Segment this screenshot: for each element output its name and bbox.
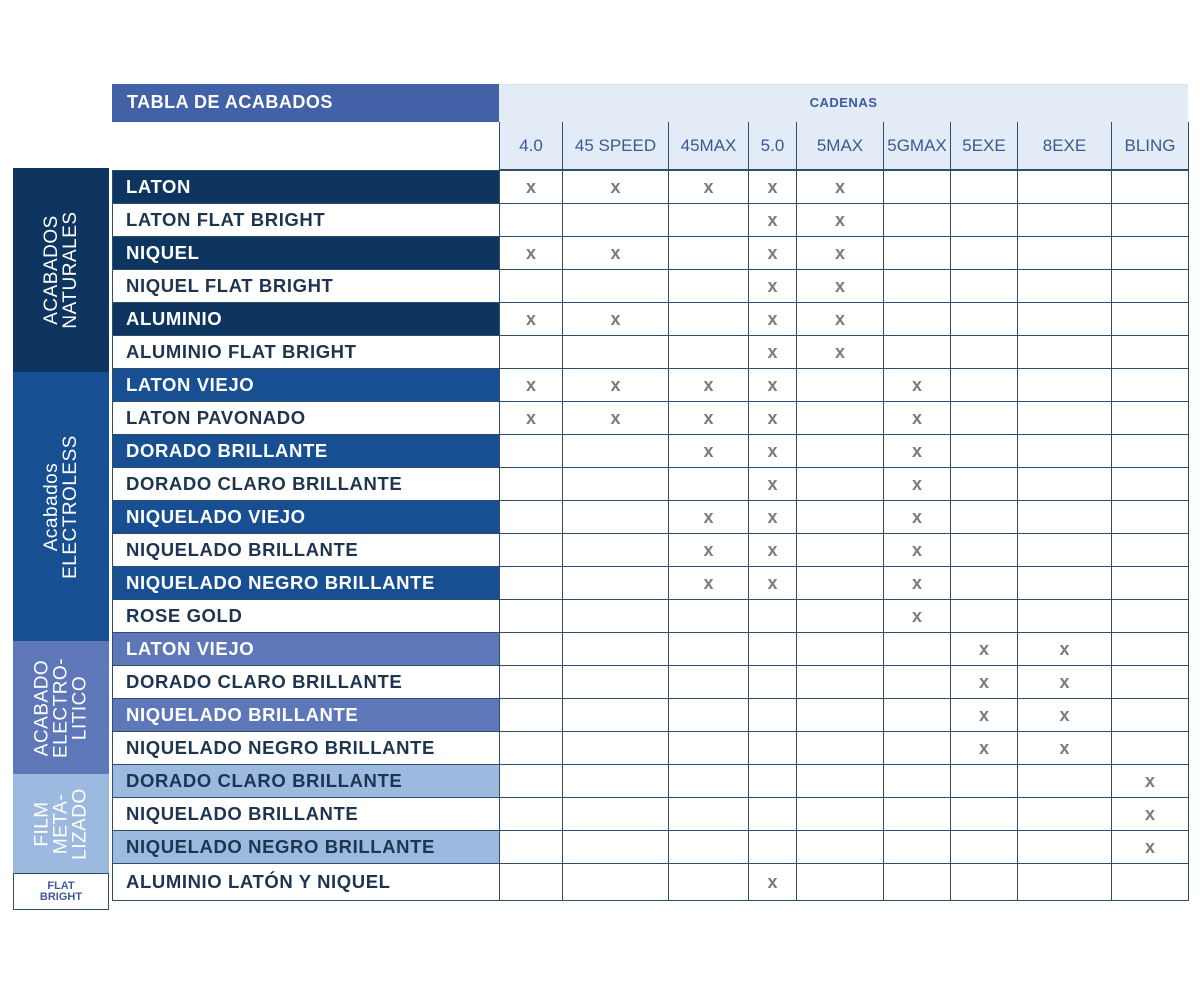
empty-cell (951, 204, 1018, 237)
empty-cell (500, 666, 563, 699)
finish-label: ALUMINIO LATÓN Y NIQUEL (113, 864, 500, 901)
table-row (113, 732, 500, 765)
empty-cell (669, 600, 749, 633)
empty-cell (500, 270, 563, 303)
empty-cell (1112, 369, 1189, 402)
table-row (500, 402, 1189, 435)
table-row (500, 831, 1189, 864)
empty-cell (669, 699, 749, 732)
availability-mark: x (951, 732, 1018, 765)
empty-cell (1018, 534, 1112, 567)
table-row (113, 864, 500, 901)
table-row (500, 435, 1189, 468)
availability-mark: x (749, 435, 797, 468)
empty-cell (500, 204, 563, 237)
empty-cell (563, 633, 669, 666)
availability-mark: x (884, 402, 951, 435)
empty-cell (1112, 864, 1189, 901)
finish-label: ROSE GOLD (113, 600, 500, 633)
empty-cell (500, 732, 563, 765)
group-label: Acabados ELECTROLESS (41, 434, 81, 579)
empty-cell (500, 633, 563, 666)
availability-mark: x (797, 204, 884, 237)
availability-mark: x (1112, 798, 1189, 831)
empty-cell (951, 468, 1018, 501)
finish-label: DORADO CLARO BRILLANTE (113, 765, 500, 798)
empty-cell (951, 303, 1018, 336)
table-row (500, 567, 1189, 600)
availability-mark: x (669, 567, 749, 600)
empty-cell (669, 204, 749, 237)
empty-cell (797, 864, 884, 901)
column-header: 5.0 (749, 122, 797, 170)
availability-mark: x (884, 534, 951, 567)
availability-mark: x (1112, 831, 1189, 864)
table-row (113, 171, 500, 204)
table-row (500, 501, 1189, 534)
table-row (500, 237, 1189, 270)
empty-cell (1018, 567, 1112, 600)
empty-cell (1018, 170, 1112, 204)
empty-cell (884, 732, 951, 765)
finish-label: ALUMINIO (113, 303, 500, 336)
empty-cell (951, 402, 1018, 435)
table-row (113, 501, 500, 534)
empty-cell (669, 303, 749, 336)
empty-cell (500, 699, 563, 732)
availability-mark: x (1112, 765, 1189, 798)
finish-label: NIQUELADO NEGRO BRILLANTE (113, 732, 500, 765)
empty-cell (1018, 204, 1112, 237)
availability-mark: x (749, 402, 797, 435)
column-header: 45 SPEED (563, 122, 669, 170)
empty-cell (1018, 600, 1112, 633)
empty-cell (669, 864, 749, 901)
availability-mark: x (563, 303, 669, 336)
availability-mark: x (749, 336, 797, 369)
empty-cell (951, 270, 1018, 303)
empty-cell (797, 765, 884, 798)
empty-cell (951, 369, 1018, 402)
empty-cell (563, 468, 669, 501)
finish-label: NIQUELADO BRILLANTE (113, 534, 500, 567)
column-header: 5MAX (797, 122, 884, 170)
finish-label: NIQUELADO NEGRO BRILLANTE (113, 567, 500, 600)
table-row (113, 666, 500, 699)
empty-cell (669, 798, 749, 831)
availability-mark: x (500, 237, 563, 270)
column-header: 4.0 (500, 122, 563, 170)
availability-mark: x (951, 666, 1018, 699)
empty-cell (1018, 402, 1112, 435)
availability-mark: x (1018, 666, 1112, 699)
empty-cell (563, 600, 669, 633)
availability-mark: x (669, 501, 749, 534)
table-row (500, 336, 1189, 369)
availability-mark: x (500, 303, 563, 336)
availability-mark: x (563, 402, 669, 435)
finish-label: NIQUELADO BRILLANTE (113, 699, 500, 732)
column-header: BLING (1112, 122, 1189, 170)
table-row (113, 204, 500, 237)
empty-cell (749, 600, 797, 633)
table-row (113, 633, 500, 666)
empty-cell (669, 270, 749, 303)
availability-mark: x (797, 270, 884, 303)
empty-cell (563, 534, 669, 567)
finish-chain-grid (499, 122, 1189, 901)
table-row (113, 765, 500, 798)
empty-cell (797, 666, 884, 699)
availability-mark: x (884, 501, 951, 534)
empty-cell (1112, 501, 1189, 534)
empty-cell (563, 336, 669, 369)
empty-cell (669, 732, 749, 765)
empty-cell (563, 864, 669, 901)
empty-cell (563, 765, 669, 798)
table-row (113, 468, 500, 501)
availability-mark: x (749, 270, 797, 303)
empty-cell (797, 633, 884, 666)
availability-mark: x (884, 435, 951, 468)
availability-mark: x (749, 170, 797, 204)
empty-cell (500, 600, 563, 633)
empty-cell (1018, 501, 1112, 534)
availability-mark: x (884, 468, 951, 501)
group-label: FILM META- LIZADO (31, 787, 91, 860)
empty-cell (500, 468, 563, 501)
availability-mark: x (1018, 699, 1112, 732)
table-row (500, 765, 1189, 798)
empty-cell (884, 798, 951, 831)
availability-mark: x (669, 402, 749, 435)
table-row (500, 666, 1189, 699)
table-row (500, 633, 1189, 666)
empty-cell (1018, 798, 1112, 831)
empty-cell (1112, 534, 1189, 567)
empty-cell (749, 765, 797, 798)
empty-cell (749, 666, 797, 699)
empty-cell (669, 666, 749, 699)
availability-mark: x (749, 237, 797, 270)
empty-cell (1112, 600, 1189, 633)
availability-mark: x (1018, 732, 1112, 765)
empty-cell (669, 336, 749, 369)
group-label: FLAT BRIGHT (39, 879, 83, 903)
empty-cell (1112, 633, 1189, 666)
table-row (113, 237, 500, 270)
empty-cell (951, 435, 1018, 468)
table-row (113, 435, 500, 468)
table-row (500, 798, 1189, 831)
availability-mark: x (749, 468, 797, 501)
table-row (113, 567, 500, 600)
empty-cell (951, 864, 1018, 901)
finish-label: DORADO CLARO BRILLANTE (113, 468, 500, 501)
column-header: 5EXE (951, 122, 1018, 170)
column-header: 8EXE (1018, 122, 1112, 170)
group-acabados-electroless (13, 372, 109, 641)
group-label: ACABADO ELECTRO- LITICO (31, 657, 91, 758)
table-row (500, 864, 1189, 901)
empty-cell (1112, 567, 1189, 600)
group-flat-bright (13, 873, 109, 910)
table-row (500, 600, 1189, 633)
availability-mark: x (749, 303, 797, 336)
empty-cell (1018, 336, 1112, 369)
table-title: TABLA DE ACABADOS (112, 84, 499, 122)
table-row (500, 170, 1189, 204)
finish-label: LATON (113, 171, 500, 204)
empty-cell (884, 336, 951, 369)
empty-cell (500, 831, 563, 864)
finish-label: NIQUEL FLAT BRIGHT (113, 270, 500, 303)
empty-cell (563, 831, 669, 864)
empty-cell (951, 534, 1018, 567)
empty-cell (669, 831, 749, 864)
empty-cell (1018, 831, 1112, 864)
availability-mark: x (884, 567, 951, 600)
empty-cell (563, 798, 669, 831)
empty-cell (563, 270, 669, 303)
empty-cell (884, 864, 951, 901)
finish-label: ALUMINIO FLAT BRIGHT (113, 336, 500, 369)
empty-cell (884, 666, 951, 699)
empty-cell (1018, 765, 1112, 798)
empty-cell (1018, 237, 1112, 270)
empty-cell (500, 765, 563, 798)
availability-mark: x (884, 369, 951, 402)
column-header: 5GMAX (884, 122, 951, 170)
empty-cell (884, 633, 951, 666)
empty-cell (797, 567, 884, 600)
empty-cell (1112, 170, 1189, 204)
empty-cell (1112, 270, 1189, 303)
empty-cell (749, 831, 797, 864)
table-row (500, 732, 1189, 765)
empty-cell (563, 666, 669, 699)
table-row (113, 336, 500, 369)
finish-label: LATON VIEJO (113, 369, 500, 402)
empty-cell (884, 237, 951, 270)
table-row (500, 204, 1189, 237)
empty-cell (1018, 435, 1112, 468)
group-film-metalizado (13, 774, 109, 873)
empty-cell (797, 369, 884, 402)
finish-label: NIQUEL (113, 237, 500, 270)
empty-cell (749, 798, 797, 831)
empty-cell (1112, 204, 1189, 237)
finish-labels (112, 170, 500, 901)
cadenas-header: CADENAS (499, 84, 1188, 122)
empty-cell (669, 468, 749, 501)
table-row (500, 303, 1189, 336)
availability-mark: x (749, 534, 797, 567)
empty-cell (563, 732, 669, 765)
table-row (113, 831, 500, 864)
empty-cell (884, 303, 951, 336)
table-row (500, 270, 1189, 303)
availability-mark: x (669, 534, 749, 567)
table-row (500, 534, 1189, 567)
table-row (113, 303, 500, 336)
empty-cell (563, 435, 669, 468)
empty-cell (951, 798, 1018, 831)
availability-mark: x (797, 336, 884, 369)
empty-cell (951, 600, 1018, 633)
availability-mark: x (563, 369, 669, 402)
empty-cell (500, 501, 563, 534)
empty-cell (797, 402, 884, 435)
availability-mark: x (951, 699, 1018, 732)
group-acabado-electrolitico (13, 641, 109, 774)
empty-cell (797, 600, 884, 633)
table-row (113, 798, 500, 831)
empty-cell (500, 798, 563, 831)
group-acabados-naturales (13, 168, 109, 372)
empty-cell (884, 270, 951, 303)
empty-cell (1112, 336, 1189, 369)
availability-mark: x (749, 369, 797, 402)
finish-label: DORADO CLARO BRILLANTE (113, 666, 500, 699)
empty-cell (884, 699, 951, 732)
table-row (113, 402, 500, 435)
availability-mark: x (749, 864, 797, 901)
finish-label: NIQUELADO NEGRO BRILLANTE (113, 831, 500, 864)
availability-mark: x (1018, 633, 1112, 666)
empty-cell (1112, 402, 1189, 435)
empty-cell (797, 435, 884, 468)
availability-mark: x (749, 204, 797, 237)
empty-cell (1112, 237, 1189, 270)
availability-mark: x (884, 600, 951, 633)
availability-mark: x (563, 237, 669, 270)
empty-cell (669, 633, 749, 666)
availability-mark: x (669, 369, 749, 402)
availability-mark: x (563, 170, 669, 204)
table-row (500, 468, 1189, 501)
empty-cell (500, 336, 563, 369)
empty-cell (749, 699, 797, 732)
empty-cell (1018, 864, 1112, 901)
empty-cell (1112, 303, 1189, 336)
empty-cell (797, 468, 884, 501)
empty-cell (1018, 369, 1112, 402)
empty-cell (1112, 468, 1189, 501)
empty-cell (500, 567, 563, 600)
finish-label: LATON VIEJO (113, 633, 500, 666)
table-row (113, 369, 500, 402)
empty-cell (1112, 666, 1189, 699)
empty-cell (884, 204, 951, 237)
empty-cell (797, 798, 884, 831)
table-row (500, 699, 1189, 732)
empty-cell (797, 732, 884, 765)
empty-cell (1112, 699, 1189, 732)
empty-cell (500, 435, 563, 468)
empty-cell (1112, 732, 1189, 765)
availability-mark: x (669, 170, 749, 204)
empty-cell (951, 567, 1018, 600)
availability-mark: x (797, 303, 884, 336)
empty-cell (669, 237, 749, 270)
empty-cell (951, 831, 1018, 864)
availability-mark: x (669, 435, 749, 468)
empty-cell (951, 336, 1018, 369)
column-header: 45MAX (669, 122, 749, 170)
empty-cell (500, 534, 563, 567)
finish-label: LATON FLAT BRIGHT (113, 204, 500, 237)
empty-cell (563, 204, 669, 237)
availability-mark: x (797, 237, 884, 270)
table-row (113, 270, 500, 303)
finish-label: DORADO BRILLANTE (113, 435, 500, 468)
availability-mark: x (749, 501, 797, 534)
availability-mark: x (500, 402, 563, 435)
availability-mark: x (500, 170, 563, 204)
empty-cell (669, 765, 749, 798)
table-row (500, 369, 1189, 402)
empty-cell (951, 501, 1018, 534)
empty-cell (1112, 435, 1189, 468)
empty-cell (563, 567, 669, 600)
empty-cell (563, 699, 669, 732)
finish-label: NIQUELADO BRILLANTE (113, 798, 500, 831)
finish-label: LATON PAVONADO (113, 402, 500, 435)
empty-cell (1018, 468, 1112, 501)
empty-cell (884, 831, 951, 864)
empty-cell (951, 765, 1018, 798)
empty-cell (797, 501, 884, 534)
empty-cell (951, 237, 1018, 270)
empty-cell (797, 534, 884, 567)
empty-cell (1018, 270, 1112, 303)
availability-mark: x (797, 170, 884, 204)
empty-cell (884, 765, 951, 798)
empty-cell (563, 501, 669, 534)
empty-cell (749, 633, 797, 666)
empty-cell (797, 699, 884, 732)
finish-label: NIQUELADO VIEJO (113, 501, 500, 534)
table-row (113, 699, 500, 732)
empty-cell (797, 831, 884, 864)
empty-cell (951, 170, 1018, 204)
group-label: ACABADOS NATURALES (41, 211, 81, 329)
availability-mark: x (500, 369, 563, 402)
empty-cell (884, 170, 951, 204)
table-row (113, 600, 500, 633)
empty-cell (500, 864, 563, 901)
availability-mark: x (951, 633, 1018, 666)
availability-mark: x (749, 567, 797, 600)
empty-cell (749, 732, 797, 765)
table-row (113, 534, 500, 567)
empty-cell (1018, 303, 1112, 336)
